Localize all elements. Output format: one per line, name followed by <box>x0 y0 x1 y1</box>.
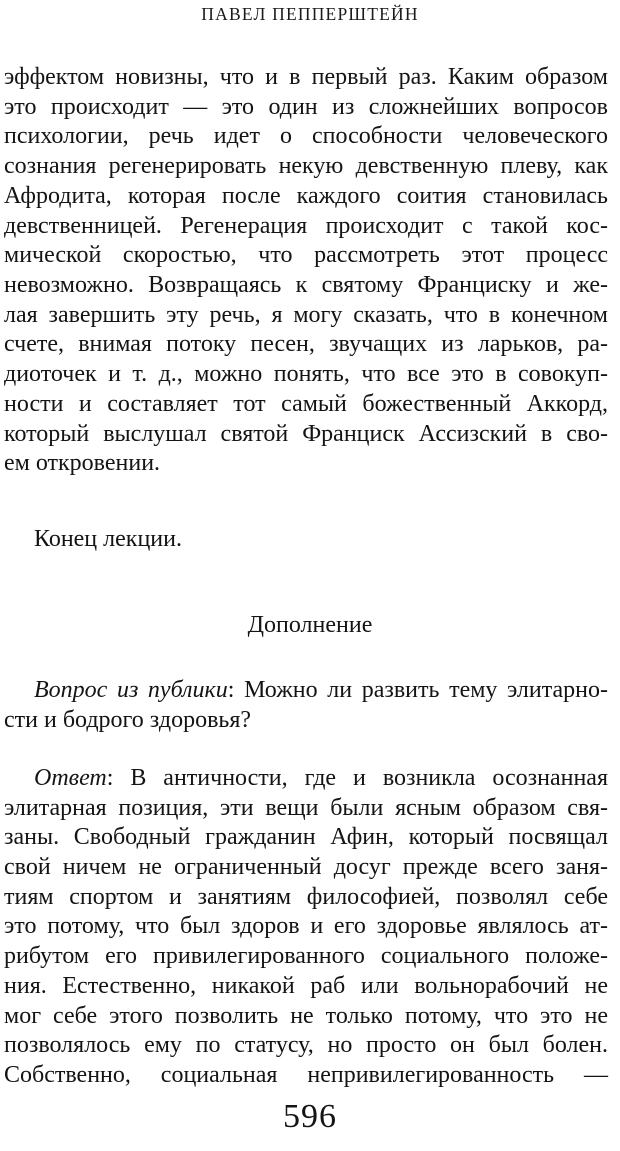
text-line: заны. Свободный гражданин Афин, который посвящал <box>4 824 608 851</box>
text-line: лая завершить эту речь, я могу сказать, что в конечном <box>4 301 608 328</box>
text-line: ния. Естественно, никакой раб или вольнорабочий не <box>4 972 608 999</box>
text-line: психологии, речь идет о способности человеческого <box>4 123 608 150</box>
running-header: ПАВЕЛ ПЕППЕРШТЕЙН <box>201 4 419 24</box>
text-line: тиям спортом и занятиям философией, позволял себе <box>4 883 608 910</box>
text-line: диоточек и т. д., можно понять, что все это в совокуп- <box>4 361 608 388</box>
text-line: свой ничем не ограниченный досуг прежде всего заня- <box>4 854 608 880</box>
text-line: счете, внимая потоку песен, звучащих из ларьков, ра- <box>4 331 608 358</box>
text-line: Собственно, социальная непривилегированность — <box>4 1062 608 1088</box>
text-line: ем откровении. <box>4 450 161 477</box>
page-number: 596 <box>283 1098 337 1135</box>
text-line: Афродита, которая после каждого соития становилась <box>4 182 608 209</box>
answer-speaker: Ответ <box>34 764 107 791</box>
text-line: это потому, что был здоров и его здоровье являлось ат- <box>4 913 608 940</box>
question-line <box>34 675 608 705</box>
section-title: Дополнение <box>247 611 373 638</box>
text-line: который выслушал святой Франциск Ассизский в сво- <box>4 420 608 447</box>
text-line: рибутом его привилегированного социального положе- <box>4 943 608 970</box>
text-line: позволялось ему по статусу, но просто он был болен. <box>4 1032 608 1059</box>
text-line: это происходит — это один из сложнейших вопросов <box>4 93 608 120</box>
text-line: мог себе этого позволить не только потому, что это не <box>4 1002 608 1029</box>
lecture-end: Конец лекции. <box>34 526 182 553</box>
text-line: сти и бодрого здоровья? <box>4 707 252 734</box>
answer-text: : В античности, где и возникла осознанная <box>106 764 608 791</box>
question-speaker: Вопрос из публики <box>34 677 228 704</box>
text-line: мической скоростью, что рассмотреть этот процесс <box>4 242 608 269</box>
text-line: сознания регенерировать некую девственную плеву, как <box>4 153 608 180</box>
text-line: девственницей. Регенерация происходит с такой кос- <box>4 212 608 239</box>
text-line: ности и составляет тот самый божественный Аккорд, <box>4 390 608 417</box>
text-line: невозможно. Возвращаясь к святому Франциску и же- <box>4 271 608 298</box>
text-line: эффектом новизны, что и в первый раз. Каким образом <box>4 64 608 90</box>
question-text: : Можно ли развить тему элитарно- <box>227 677 608 704</box>
text-line: элитарная позиция, эти вещи были ясным образом свя- <box>4 794 608 821</box>
answer-line <box>34 763 608 793</box>
